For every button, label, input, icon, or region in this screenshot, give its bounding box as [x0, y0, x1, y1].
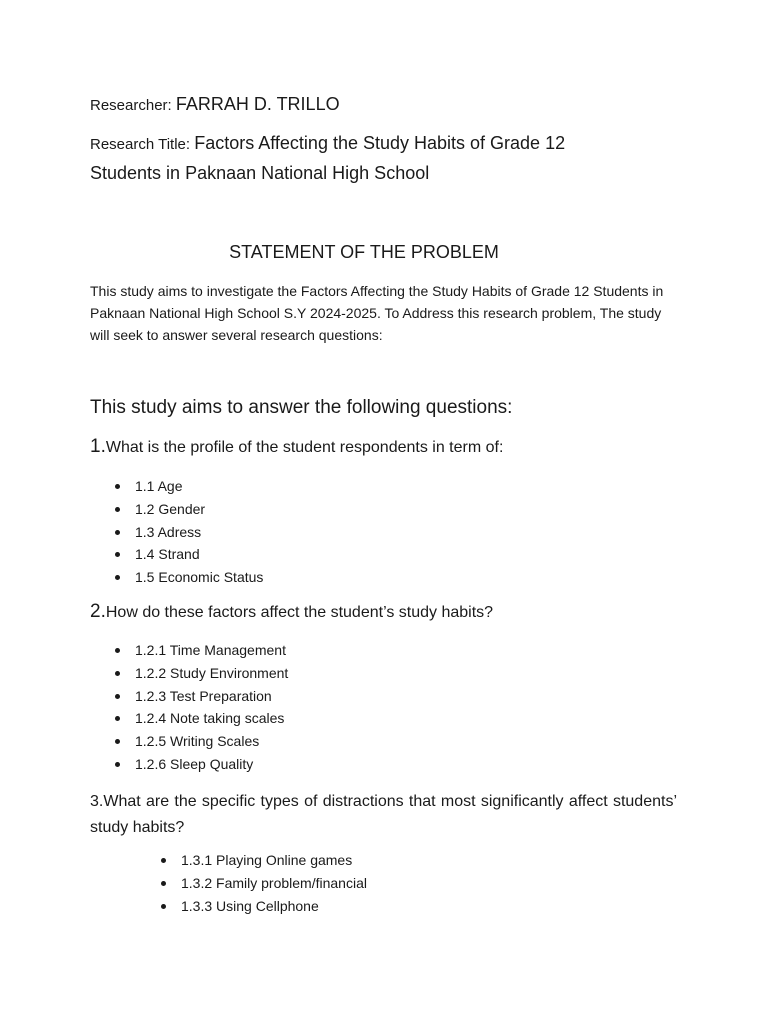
list-item: 1.2.3 Test Preparation: [90, 685, 288, 708]
question-1-text: What is the profile of the student respondents in term of:: [105, 439, 504, 456]
list-item: 1.2.2 Study Environment: [90, 662, 288, 685]
bullet-icon: [115, 671, 120, 676]
list-item: 1.4 Strand: [90, 543, 263, 566]
bullet-icon: [161, 904, 166, 909]
question-3-number: 3.: [90, 793, 104, 810]
research-title-line-2: Students in Paknaan National High School: [90, 163, 430, 183]
list-item: 1.2 Gender: [90, 498, 263, 521]
bullet-icon: [115, 648, 120, 653]
question-1: [90, 436, 503, 458]
list-item: 1.3.3 Using Cellphone: [136, 895, 367, 918]
intro-paragraph: This study aims to investigate the Factors Affecting the Study Habits of Grade 12 Students in Paknaan National High School S.Y 2024-2025. To Address this research problem, The study will seek to answer several research questions:: [90, 283, 664, 343]
question-3-list: [136, 849, 367, 917]
bullet-icon: [161, 881, 166, 886]
researcher-label: Researcher:: [90, 97, 176, 114]
list-item: 1.1 Age: [90, 475, 263, 498]
list-item: 1.2.1 Time Management: [90, 639, 288, 662]
research-title-label: Research Title:: [90, 136, 195, 153]
list-item: 1.2.4 Note taking scales: [90, 707, 288, 730]
bullet-icon: [115, 507, 120, 512]
question-2-number: 2.: [90, 601, 106, 622]
bullet-icon: [115, 694, 120, 699]
question-2-list: [90, 639, 288, 776]
researcher-name: FARRAH D. TRILLO: [175, 94, 340, 114]
bullet-icon: [115, 552, 120, 557]
question-2: [90, 601, 493, 623]
bullet-icon: [115, 716, 120, 721]
research-title-text-1: Factors Affecting the Study Habits of Grade 12: [194, 133, 566, 153]
question-1-list: [90, 475, 263, 589]
list-item: 1.3 Adress: [90, 521, 263, 544]
research-title-line-1: [90, 133, 565, 154]
list-item: 1.2.5 Writing Scales: [90, 730, 288, 753]
list-item: 1.5 Economic Status: [90, 566, 263, 589]
bullet-icon: [115, 739, 120, 744]
bullet-icon: [115, 575, 120, 580]
question-3-text: What are the specific types of distractions that most significantly affect students’ study habits?: [90, 793, 677, 836]
list-item: 1.2.6 Sleep Quality: [90, 753, 288, 776]
question-2-text: How do these factors affect the student’s study habits?: [105, 604, 494, 621]
bullet-icon: [115, 530, 120, 535]
researcher-line: [90, 94, 340, 115]
bullet-icon: [161, 858, 166, 863]
bullet-icon: [115, 762, 120, 767]
questions-title: This study aims to answer the following questions:: [90, 397, 513, 418]
bullet-icon: [115, 484, 120, 489]
list-item: 1.3.2 Family problem/financial: [136, 872, 367, 895]
question-3: [90, 789, 677, 841]
question-1-number: 1.: [90, 436, 106, 457]
list-item: 1.3.1 Playing Online games: [136, 849, 367, 872]
statement-heading: STATEMENT OF THE PROBLEM: [229, 242, 499, 262]
